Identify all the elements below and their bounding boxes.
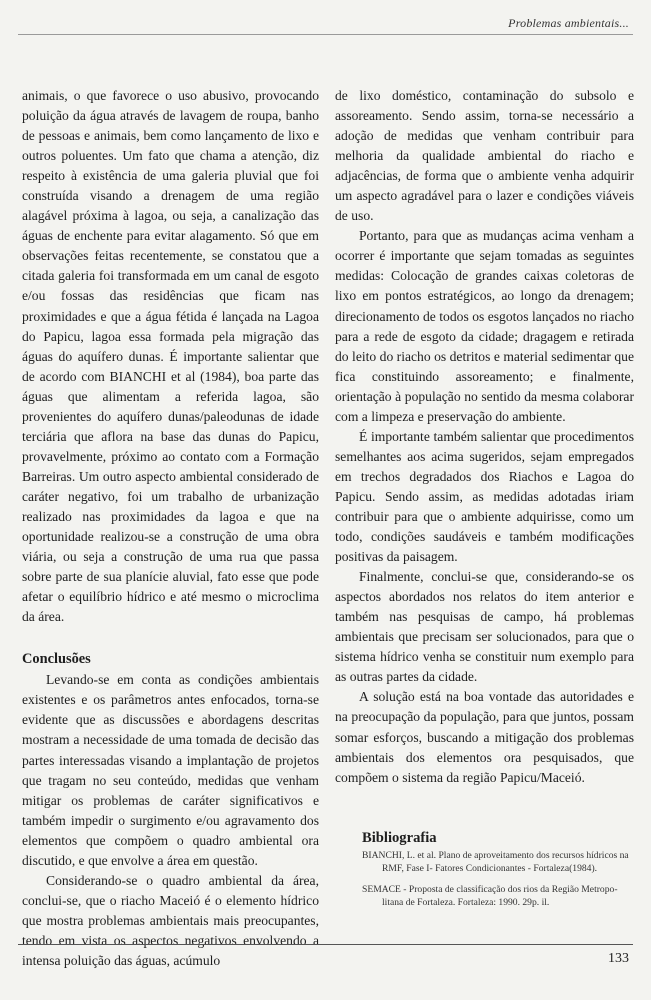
bibliography-title: Bibliografia <box>362 830 437 846</box>
section-title: Conclusões <box>22 651 91 668</box>
left-column <box>22 86 319 971</box>
bibliography-entry: BIANCHI, L. et al. Plano de aproveitamento dos recursos hídricos na RMF, Fase I- Fatores Condicionantes - Fortaleza(1984). <box>362 850 629 874</box>
body-paragraph: Levando-se em conta as condições ambientais existentes e os parâmetros antes enfocados, torna-se evidente que as discussões e abordagens descritas mostram a necessidade de uma tomada de decisão das partes interessadas visando a implantação de projetos que tragam no seu conteúdo, medidas que venham mitigar os problemas de caráter significativos e também impedir o surgimento e/ou agravamento dos elementos que compõem o quadro ambiental ora discutido, e que envolve a área em questão. <box>22 672 319 868</box>
bibliography <box>362 830 634 917</box>
body-paragraph: de lixo doméstico, contaminação do subsolo e assoreamento. Sendo assim, torna-se necessário a adoção de medidas que venham contribuir para melhoria da qualidade ambiental do riacho e adjacências, de forma que o ambiente venha adquirir um aspecto agradável para o lazer e condições viáveis de uso. <box>335 88 634 224</box>
body-paragraph: Portanto, para que as mudanças acima venham a ocorrer é importante que sejam tomadas as seguintes medidas: Colocação de grandes caixas coletoras de lixo em pontos estratégicos, ao longo da drenagem; direcionamento de todos os esgotos lançados no riacho para a rede de esgoto da cidade; dragagem e retirada do leito do riacho os detritos e material sedimentar que fica constituindo assoreamento; e finalmente, orientação à população no sentido da mesma colaborar com a limpeza e preservação do ambiente. <box>335 228 634 424</box>
body-paragraph: animais, o que favorece o uso abusivo, provocando poluição da água através de lavagem de roupa, banho de pessoas e animais, bem como lançamento de lixo e outros poluentes. Um fato que chama a atenção, diz respeito à existência de uma galeria pluvial que foi construída visando a drenagem de uma região alagável próxima à lagoa, ou seja, a canalização das águas de enchente para evitar alagamento. Só que em observações feitas recentemente, se constatou que a citada galeria foi transformada em um canal de esgoto e/ou fossas das residências que ficam nas proximidades e que a água fétida é lançada na Lagoa do Papicu, lagoa essa formada pela migração das águas do aquífero dunas. É importante salientar que de acordo com BIANCHI et al (1984), boa parte das águas que alimentam a referida lagoa, são provenientes do aquífero dunas/paleodunas de idade terciária que aflora na base das dunas do Papicu, provavelmente, próximo ao contato com a Formação Barreiras. Um outro aspecto ambiental considerado de caráter negativo, foi um trabalho de urbanização realizado nas proximidades da lagoa e que na oportunidade realizou-se a construção de uma obra viária, ou seja a construção de uma rua que passa sobre parte de sua planície aluvial, fato esse que pode afetar o equilíbrio hídrico e até mesmo o microclima da área. <box>22 88 319 625</box>
right-column <box>335 86 634 788</box>
body-paragraph: Considerando-se o quadro ambiental da área, conclui-se, que o riacho Maceió é o elemento hídrico que mostra problemas ambientais mais preocupantes, tendo em vista os aspectos negativos envolvendo a intensa poluição das águas, acúmulo <box>22 872 319 968</box>
body-paragraph: Finalmente, conclui-se que, considerando-se os aspectos abordados nos relatos do item anterior e também nas pesquisas de campo, há problemas ambientais que precisam ser solucionados, para que o sistema hídrico venha se constituir num exemplo para as outras partes da cidade. <box>335 569 634 685</box>
page-number: 133 <box>608 951 629 966</box>
header-rule <box>18 34 633 35</box>
body-paragraph: A solução está na boa vontade das autoridades e na preocupação da população, para que juntos, possam somar esforços, buscando a mitigação dos problemas ambientais dos elementos ora pesquisados, que compõem o sistema da região Papicu/Maceió. <box>335 689 634 785</box>
bibliography-entry: SEMACE - Proposta de classificação dos rios da Região Metropolitana de Fortaleza. Fortaleza: 1990. 29p. il. <box>362 884 618 908</box>
running-head: Problemas ambientais... <box>508 16 629 30</box>
footer-rule <box>18 944 633 945</box>
body-paragraph: É importante também salientar que procedimentos semelhantes aos acima sugeridos, sejam empregados em trechos degradados dos Riachos e Lagoa do Papicu. Sendo assim, as medidas adotadas iriam contribuir para que o ambiente adquirisse, como um todo, condições saudáveis e também modificações positivas da paisagem. <box>335 428 634 565</box>
